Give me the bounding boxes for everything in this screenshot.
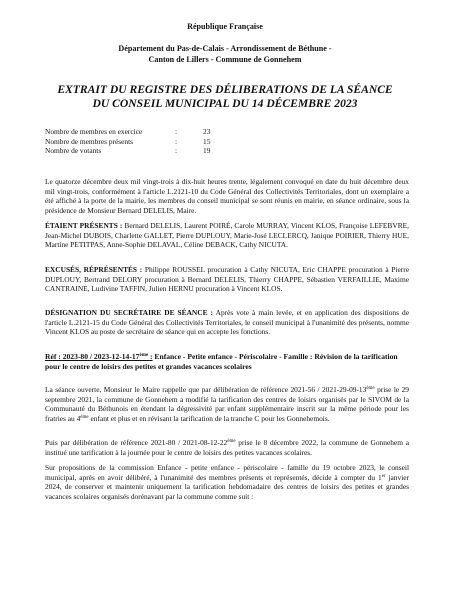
- body-paragraph-3: [45, 463, 409, 501]
- intro-paragraph: Le quatorze décembre deux mil vingt-trois à dix-huit heures trente, légalement convoqué en date du huit décembre deux mil vingt-trois, conformément à l'article L.2121-10 du Code Général des Collectivités Territoriales, dont un exemplaire a été affiché à la porte de la mairie, les membres du conseil municipal se sont réunis en mairie, en séance ordinaire, sous la présidence de Monsieur Bernard DELELIS, Maire.: [45, 177, 409, 215]
- body1-sup-b: ème: [80, 414, 89, 420]
- body-paragraph-2: [45, 438, 409, 457]
- body3-text-b: janvier 2024, de conserver et maintenir uniquement la tarification hebdomadaire des centres de loisirs des petites et grandes vacances scolaires organisés dorénavant par la commune comme suit :: [45, 472, 409, 501]
- department-line-1: Département du Pas-de-Calais - Arrondissement de Béthune -: [118, 44, 332, 53]
- body1-text-a: La séance ouverte, Monsieur le Maire rappelle que par délibération de référence 2021-56 / 2021-29-09-13: [45, 385, 367, 394]
- member-counts: [45, 127, 233, 156]
- stat-row-members: [45, 127, 233, 137]
- stat-colon: :: [175, 146, 178, 156]
- body2-text-b: prise le 8 décembre 2022, la commune de Gonnehem a institué une tarification à la journée pour le centre de loisirs des petites vacances scolaires.: [45, 438, 409, 457]
- excused-paragraph: [45, 265, 409, 294]
- secretary-label: DÉSIGNATION DU SECRÉTAIRE DE SÉANCE :: [45, 308, 214, 317]
- body-paragraph-1: [45, 385, 409, 423]
- body1-text-c: enfant et plus et en révisant la tarification de la tranche C pour les Gonnehemois.: [88, 413, 330, 423]
- stat-label: Nombre de membres présents: [45, 136, 134, 146]
- stat-colon: :: [175, 127, 178, 136]
- secretary-text: Après vote à main levée, et en application des dispositions de l'article L.2121-15 du Code Général des Collectivités Territoriales, le conseil municipal à l'unanimité des présents, nomme Vincent KLOS au poste de secrétaire de séance qui en accepte les fonctions.: [45, 308, 409, 337]
- present-label: ÉTAIENT PRÉSENTS :: [45, 221, 123, 230]
- stat-row-voters: [45, 146, 233, 156]
- stat-value: 23: [203, 127, 211, 136]
- stat-label: Nombre de votants: [45, 146, 102, 156]
- secretary-paragraph: [45, 308, 409, 337]
- body2-sup-a: ème: [227, 439, 236, 444]
- reference-number: [45, 352, 153, 361]
- present-list: Bernard DELELIS, Laurent POIRÉ, Carole MURRAY, Vincent KLOS, Françoise LEFEBVRE, Jean-Michel DUBOIS, Charlette GALLET, Pierre DUPLOUY, Marie-José LECLERCQ, Janique POIRIER, Thierry HUE, Martine PETITPAS, Anne-Sophie DELAVAL, Céline DEBACK, Cathy NICUTA.: [45, 221, 409, 250]
- stat-value: 19: [203, 146, 211, 156]
- reference-sup: ème: [139, 353, 149, 358]
- body3-text-a: Sur propositions de la commission Enfance - petite enfance - périscolaire - famille du 19 octobre 2023, le conseil municipal, après en avoir délibéré, à l'unanimité des membres présents et représentés, décide à compter du 1: [45, 463, 409, 482]
- stat-value: 15: [203, 136, 211, 146]
- stat-label: Nombre de membres en exercice: [45, 127, 143, 136]
- body3-sup-a: er: [381, 473, 386, 479]
- reference-label: Réf : 2023-80 / 2023-12-14-17: [45, 352, 140, 361]
- excused-label: EXCUSÉS, RÉPRÉSENTÉS :: [45, 265, 143, 274]
- body2-text-a: Puis par délibération de référence 2021-80 / 2021-08-12-22: [45, 438, 228, 447]
- deliberation-reference: [45, 352, 409, 372]
- republic-header: République Française: [187, 22, 263, 31]
- present-paragraph: [45, 221, 409, 250]
- body1-text-b: prise le 29 septembre 2021, la commune de Gonnehem a modifié la tarification des centres de loisirs organisés par le SIVOM de la Communauté du Béthunois en étendant la dégressivité par enfant supplémentaire inscrit sur la même période pour les fratries au 4: [45, 385, 409, 423]
- excused-list: Philippe ROUSSEL procuration à Cathy NICUTA, Eric CHAPPE procuration à Pierre DUPLOUY, Bertrand DELORY procuration à Bernard DELELIS, Thierry CHAPPE, Sébastien VERFAILLIE, Maxime CANTRAINE, Ludivine TAFFIN, Julien HERNU procuration à Vincent KLOS.: [45, 265, 409, 294]
- reference-colon: :: [148, 352, 153, 361]
- document-title-line-1: EXTRAIT DU REGISTRE DES DÉLIBERATIONS DE LA SÉANCE: [57, 83, 393, 96]
- reference-subject: Enfance - Petite enfance - Périscolaire - Famille : Révision de la tarification pour le centre de loisirs des petites et grandes vacances scolaires: [45, 352, 398, 371]
- body1-sup-a: ème: [366, 386, 375, 391]
- department-line-2: Canton de Lillers - Commune de Gonnehem: [148, 55, 302, 64]
- document-title-line-2: DU CONSEIL MUNICIPAL DU 14 DÉCEMBRE 2023: [92, 97, 358, 110]
- stat-row-present: [45, 137, 233, 147]
- stat-colon: :: [175, 136, 178, 146]
